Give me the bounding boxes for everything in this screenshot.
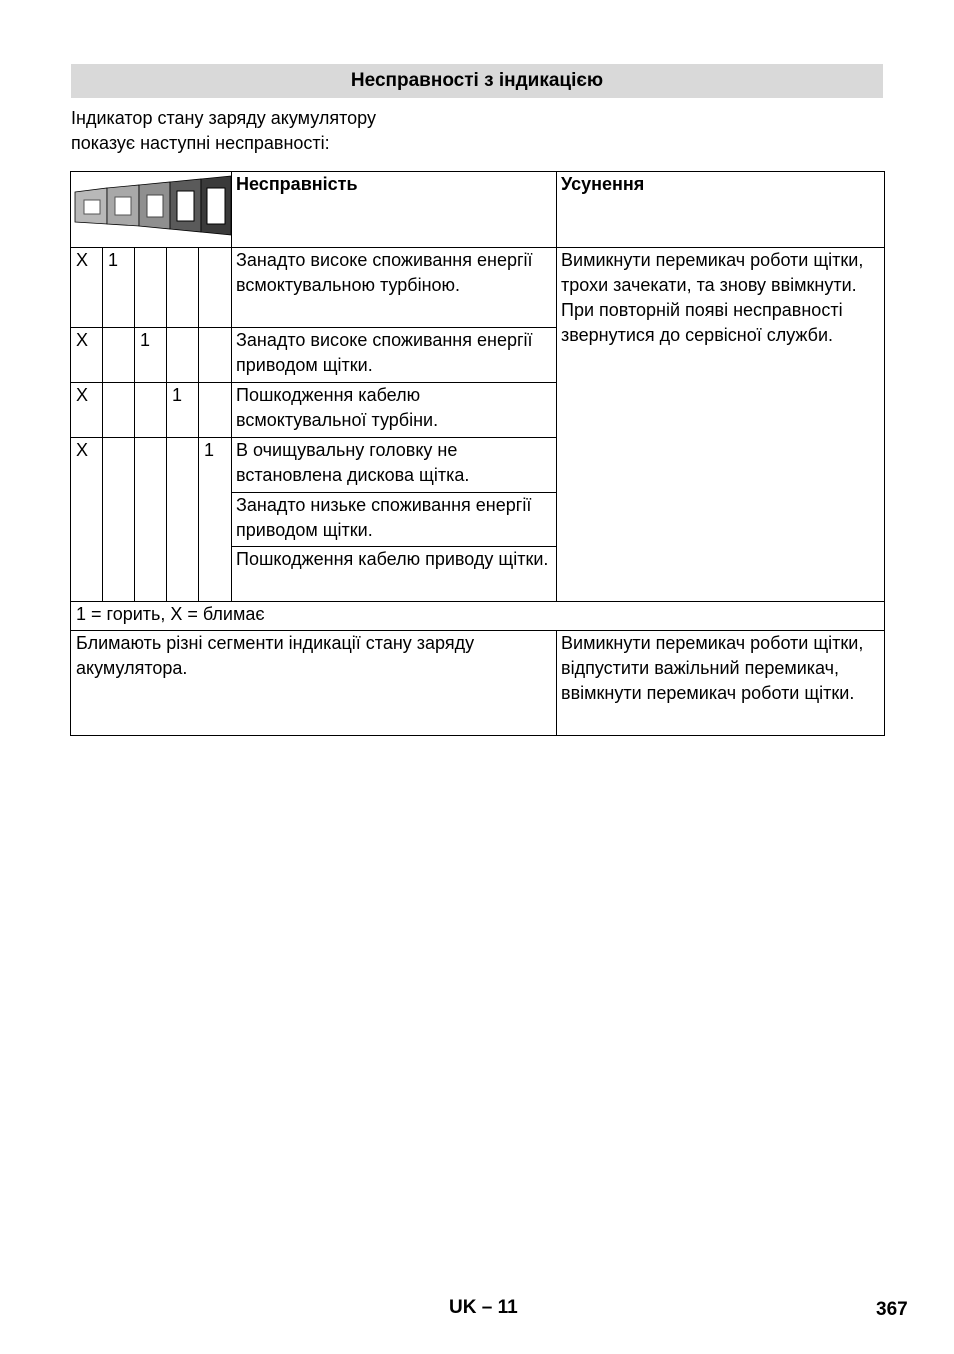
indicator-cell: X — [71, 328, 103, 383]
footer-section-label: UK – 11 — [449, 1297, 518, 1318]
indicator-cell — [199, 383, 232, 438]
intro-text — [71, 106, 571, 156]
page-title: Несправності з індикацією — [71, 64, 883, 98]
fault-description: Пошкодження кабелю приводу щітки. — [232, 547, 557, 602]
indicator-cell — [167, 328, 199, 383]
indicator-cell — [103, 328, 135, 383]
intro-line-2: показує наступні несправності: — [71, 133, 330, 153]
indicator-cell — [199, 248, 232, 328]
indicator-cell — [103, 383, 135, 438]
legend-row — [71, 602, 885, 631]
fault-column-header: Несправність — [232, 172, 557, 248]
indicator-cell: X — [71, 438, 103, 602]
indicator-cell: 1 — [199, 438, 232, 602]
indicator-cell — [135, 438, 167, 602]
remedy-column-header: Усунення — [557, 172, 885, 248]
indicator-cell — [167, 248, 199, 328]
fault-description: Занадто високе споживання енергії всмоктувальною турбіною. — [232, 248, 557, 328]
indicator-cell — [135, 248, 167, 328]
indicator-cell: 1 — [103, 248, 135, 328]
indicator-cell — [199, 328, 232, 383]
indicator-cell — [167, 438, 199, 602]
fault-description: Занадто низьке споживання енергії приводом щітки. — [232, 493, 557, 547]
page-number: 367 — [876, 1299, 908, 1320]
legend-text: 1 = горить, X = блимає — [71, 602, 885, 631]
indicator-cell: X — [71, 248, 103, 328]
fault-description: Пошкодження кабелю всмоктувальної турбіни. — [232, 383, 557, 438]
indicator-cell: 1 — [135, 328, 167, 383]
battery-indicator-icon — [71, 172, 232, 248]
table-row — [71, 631, 885, 736]
remedy-description: Вимикнути перемикач роботи щітки, відпустити важільний перемикач, ввімкнути перемикач роботи щітки. — [557, 631, 885, 736]
fault-description: Блимають різні сегменти індикації стану заряду акумулятора. — [71, 631, 557, 736]
battery-indicator-graphic — [71, 172, 232, 240]
indicator-cell — [103, 438, 135, 602]
intro-line-1: Індикатор стану заряду акумулятору — [71, 108, 376, 128]
remedy-description: Вимикнути перемикач роботи щітки, трохи зачекати, та знову ввімкнути. При повторній появі несправності звернутися до сервісної служби. — [557, 248, 885, 602]
fault-table — [70, 171, 885, 736]
fault-description: В очищувальну головку не встановлена дискова щітка. — [232, 438, 557, 493]
indicator-cell — [135, 383, 167, 438]
indicator-cell: X — [71, 383, 103, 438]
table-row — [71, 248, 885, 328]
fault-description: Занадто високе споживання енергії приводом щітки. — [232, 328, 557, 383]
indicator-cell: 1 — [167, 383, 199, 438]
